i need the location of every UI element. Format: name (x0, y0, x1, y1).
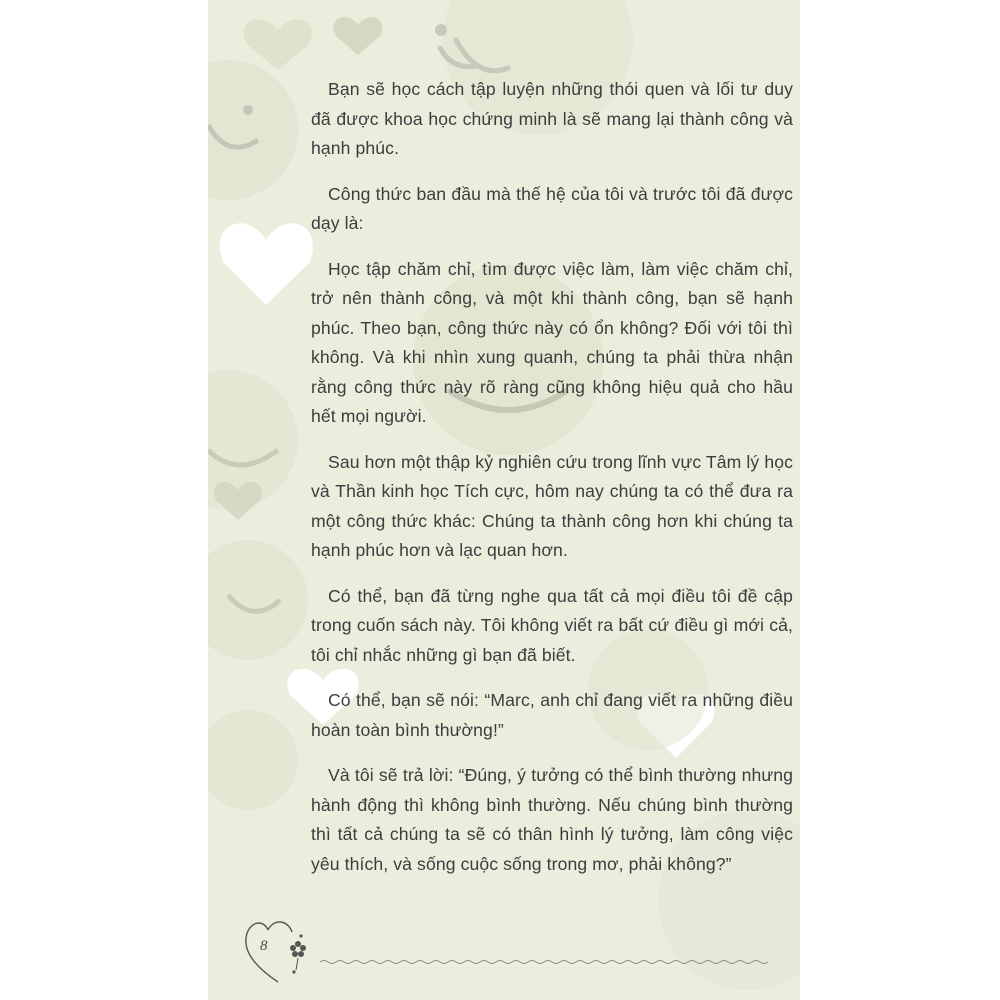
footer-rule (320, 961, 768, 964)
paragraph: Công thức ban đầu mà thế hệ của tôi và trước tôi đã được dạy là: (311, 183, 793, 233)
page-footer (208, 900, 800, 1000)
heart-icon (333, 17, 382, 55)
book-page (208, 0, 800, 1000)
paragraph: Có thể, bạn đã từng nghe qua tất cả mọi điều tôi đề cập trong cuốn sách này. Tôi không viết ra bất cứ điều gì mới cả, tôi chỉ nhắc những gì bạn đã biết. (311, 585, 793, 665)
smiley-face-icon (208, 60, 298, 200)
paragraph: Có thể, bạn sẽ nói: “Marc, anh chỉ đang viết ra những điều hoàn toàn bình thường!” (311, 690, 793, 740)
heart-outline-icon (246, 922, 292, 982)
page-number: 8 (260, 938, 268, 954)
paragraph: Sau hơn một thập kỷ nghiên cứu trong lĩnh vực Tâm lý học và Thần kinh học Tích cực, hôm nay chúng ta có thể đưa ra một công thức khác: Chúng ta thành công hơn khi chúng ta hạnh phúc hơn và lạc quan hơn. (311, 451, 793, 560)
paragraph: Bạn sẽ học cách tập luyện những thói quen và lối tư duy đã được khoa học chứng minh là sẽ mang lại thành công và hạnh phúc. (311, 79, 793, 158)
heart-icon (220, 223, 313, 305)
paragraph: Học tập chăm chỉ, tìm được việc làm, làm việc chăm chỉ, trở nên thành công, và một khi thành công, bạn sẽ hạnh phúc. Theo bạn, công thức này có ổn không? Đối với tôi thì không. Và khi nhìn xung quanh, chúng ta phải thừa nhận rằng công thức này rõ ràng cũng không hiệu quả cho hầu hết mọi người. (311, 258, 793, 426)
heart-icon (244, 19, 312, 70)
flower-icon (290, 934, 306, 973)
body-text (311, 75, 793, 895)
paragraph: Và tôi sẽ trả lời: “Đúng, ý tưởng có thể bình thường nhưng hành động thì không bình thường. Nếu chúng bình thường thì tất cả chúng ta sẽ có thân hình lý tưởng, làm công việc yêu thích, và sống cuộc sống trong mơ, phải không?” (311, 765, 793, 874)
